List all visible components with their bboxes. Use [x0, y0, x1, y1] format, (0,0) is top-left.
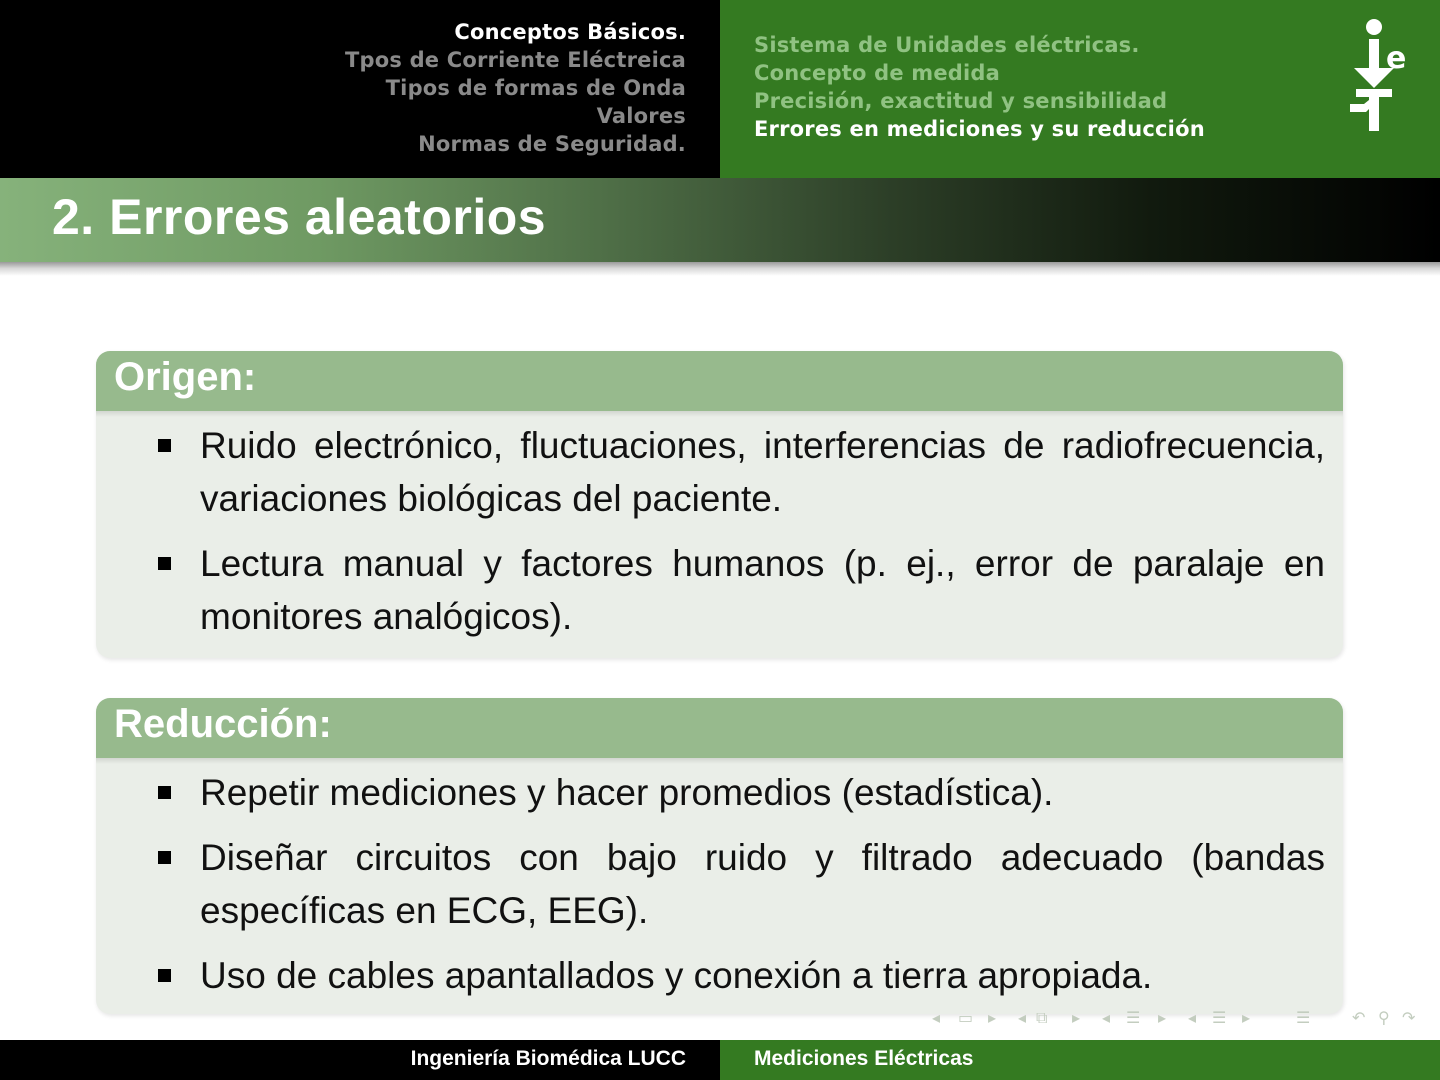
search-icon[interactable]: ⚲ [1378, 1008, 1390, 1027]
frame-icon[interactable]: ▭ [958, 1008, 974, 1027]
footer-left [0, 1040, 720, 1080]
list-item-text: Uso de cables apantallados y conexión a tierra apropiada. [200, 955, 1153, 996]
footer-right [720, 1040, 1440, 1080]
section-nav [345, 18, 686, 158]
list-item-text: Repetir mediciones y hacer promedios (estadística). [200, 772, 1054, 813]
square-bullet-icon [158, 439, 171, 452]
block-reduccion [96, 698, 1343, 1014]
beamer-navigation-bar [930, 1008, 1430, 1030]
subsection-link-precision[interactable]: Precisión, exactitud y sensibilidad [754, 89, 1168, 113]
nav-prev-section-icon[interactable]: ◂ [1102, 1008, 1111, 1027]
square-bullet-icon [158, 557, 171, 570]
footer-course-title: Mediciones Eléctricas [754, 1047, 974, 1070]
ie-logo-icon [1346, 16, 1418, 136]
nav-next-section-icon[interactable]: ▸ [1158, 1008, 1167, 1027]
list-item [96, 419, 1325, 525]
list-item-text: Lectura manual y factores humanos (p. ej., error de paralaje en monitores analógicos). [200, 543, 1325, 637]
nav-prev-doc-icon[interactable]: ◂ [1188, 1008, 1197, 1027]
list-item [96, 949, 1325, 1002]
doc-icon[interactable]: ☰ [1212, 1008, 1227, 1027]
block-title: Reducción: [114, 702, 332, 746]
nav-next-subsection-icon[interactable]: ▸ [1072, 1008, 1081, 1027]
footer-institution: Ingeniería Biomédica LUCC [410, 1047, 686, 1070]
section-link-normas-seguridad[interactable]: Normas de Seguridad. [418, 132, 686, 156]
section-icon[interactable]: ☰ [1126, 1008, 1141, 1027]
subsection-icon[interactable]: ⧉ [1036, 1008, 1048, 1027]
block-title: Origen: [114, 355, 257, 399]
list-item-text: Diseñar circuitos con bajo ruido y filtrado adecuado (bandas específicas en ECG, EEG). [200, 837, 1325, 931]
subsection-link-sistema-unidades[interactable]: Sistema de Unidades eléctricas. [754, 33, 1140, 57]
section-link-formas-onda[interactable]: Tipos de formas de Onda [385, 76, 686, 100]
block-body [96, 758, 1343, 1002]
nav-next-frame-icon[interactable]: ▸ [988, 1008, 997, 1027]
nav-next-doc-icon[interactable]: ▸ [1242, 1008, 1251, 1027]
block-body [96, 411, 1343, 643]
block-origen [96, 351, 1343, 658]
section-link-conceptos-basicos[interactable]: Conceptos Básicos. [454, 20, 686, 44]
subsection-link-concepto-medida[interactable]: Concepto de medida [754, 61, 1001, 85]
block-title-bar [96, 698, 1343, 758]
back-icon[interactable]: ↶ [1352, 1008, 1366, 1027]
block-title-bar [96, 351, 1343, 411]
frame-title: 2. Errores aleatorios [52, 189, 547, 245]
square-bullet-icon [158, 851, 171, 864]
list-item [96, 537, 1325, 643]
forward-icon[interactable]: ↷ [1402, 1008, 1416, 1027]
svg-text:e: e [1386, 41, 1407, 76]
frame-title-bar [0, 178, 1440, 262]
frame-title-shadow [0, 262, 1440, 276]
section-link-valores[interactable]: Valores [596, 104, 686, 128]
square-bullet-icon [158, 969, 171, 982]
header-sections-panel [0, 0, 720, 178]
nav-prev-frame-icon[interactable]: ◂ [932, 1008, 941, 1027]
square-bullet-icon [158, 786, 171, 799]
list-item [96, 766, 1325, 819]
list-item [96, 831, 1325, 937]
subsection-link-errores[interactable]: Errores en mediciones y su reducción [754, 117, 1205, 141]
list-item-text: Ruido electrónico, fluctuaciones, interferencias de radiofrecuencia, variaciones biológicas del paciente. [200, 425, 1325, 519]
header-subsections-panel [720, 0, 1440, 178]
nav-prev-subsection-icon[interactable]: ◂ [1018, 1008, 1027, 1027]
subsection-nav [754, 31, 1205, 143]
section-link-tipos-corriente[interactable]: Tpos de Corriente Eléctreica [344, 48, 686, 72]
toc-icon[interactable]: ☰ [1296, 1008, 1311, 1027]
